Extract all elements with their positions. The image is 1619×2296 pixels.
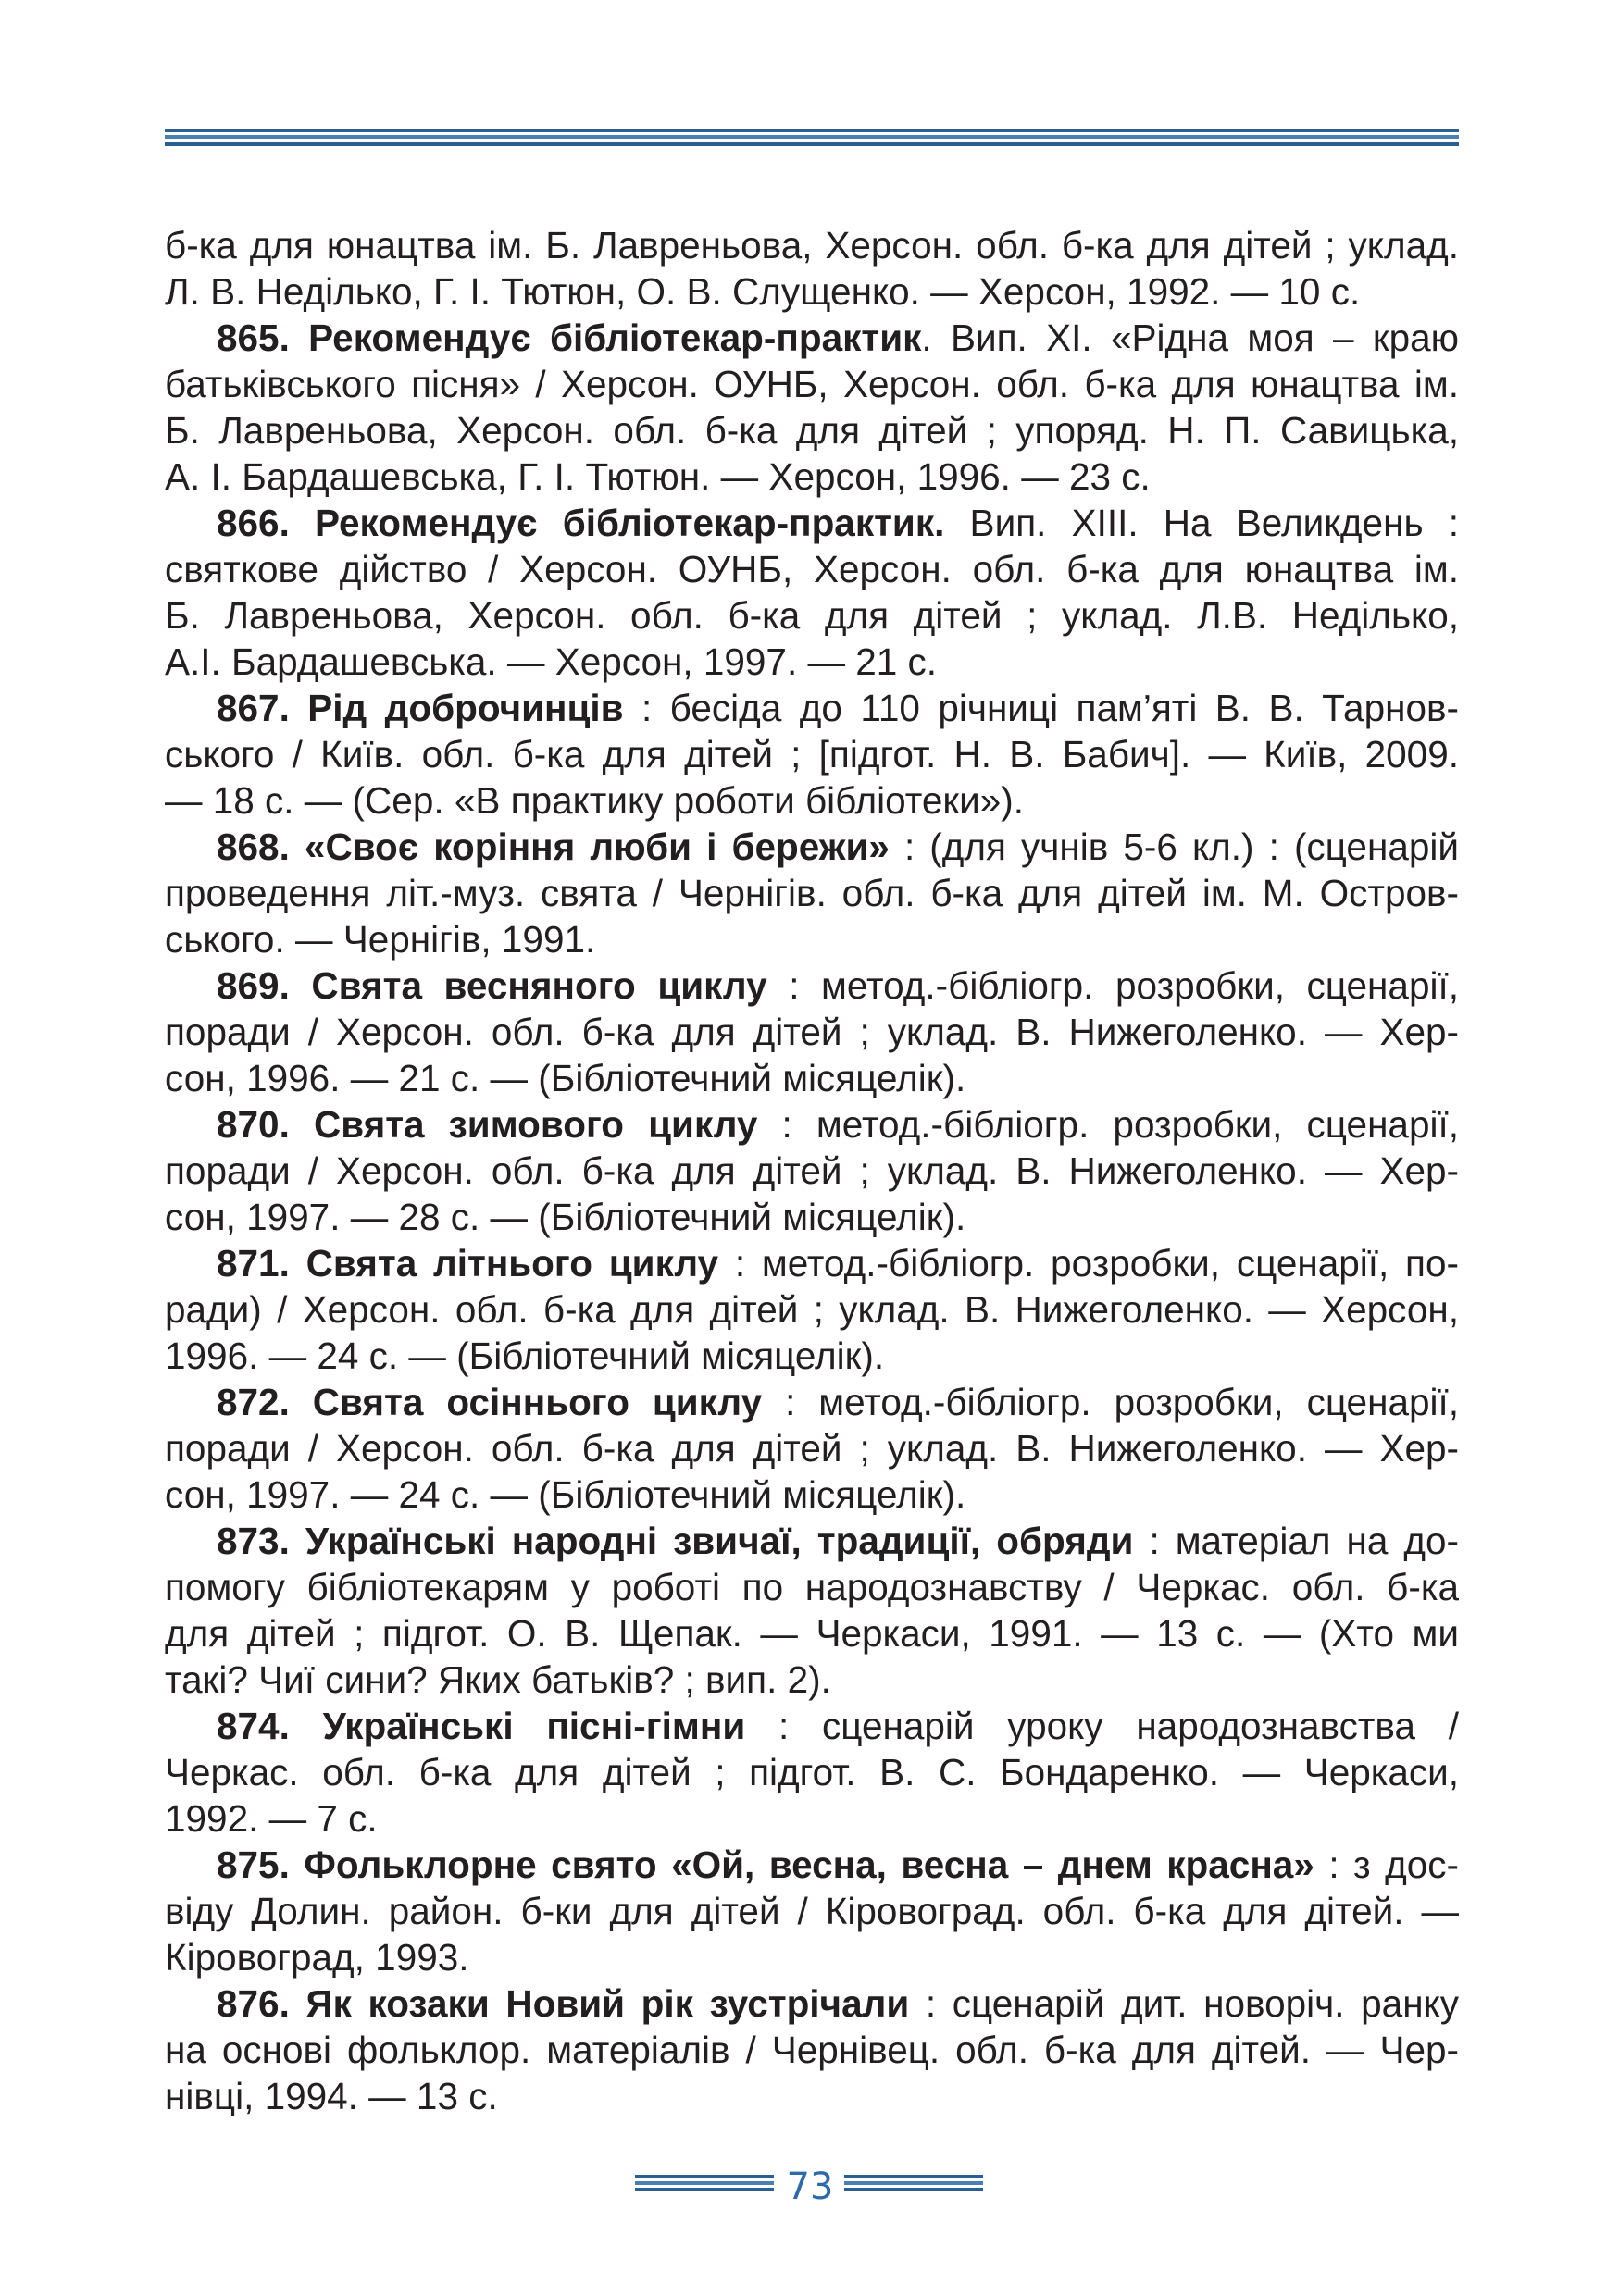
entry-line: Б. Лавреньова, Херсон. обл. б-ка для дітей ; уклад. Л.В. Неділько, (165, 594, 1459, 637)
footer-rule-right (844, 2175, 983, 2194)
entry-title: 872. Свята осіннього циклу (217, 1381, 763, 1423)
entry-title: 868. «Своє коріння люби і бережи» (217, 825, 890, 868)
entry-line: святкове дійство / Херсон. ОУНБ, Херсон. обл. б-ка для юнацтва ім. (165, 548, 1459, 590)
entry-line: А. І. Бардашевська, Г. І. Тютюн. — Херсон, 1996. — 23 с. (165, 455, 1151, 498)
entry-line: Кіровоград, 1993. (165, 1936, 469, 1979)
entry-title: 866. Рекомендує бібліотекар-практик. (217, 502, 945, 544)
entry-line: ського. — Чернігів, 1991. (165, 918, 596, 961)
entry-865: 865. Рекомендує бібліотекар-практик. Вип. XI. «Рідна моя – краю батьківського пісня» / Херсон. ОУНБ, Херсон. обл. б-ка для юнацтва ім. Б. Лавреньова, Херсон. обл. б-ка для дітей ; упоряд. Н. П. Савицька, А. І. Бардашевська, Г. І. Тютюн. — Херсон, 1996. — 23 с. (165, 316, 1459, 498)
entry-title: 875. Фольклорне свято «Ой, весна, весна – днем красна» (217, 1843, 1314, 1886)
entry-873: 873. Українські народні звичаї, традиції, обряди : матеріал на до- помогу бібліотекарям у роботі по народознавству / Черкас. обл. б-ка для дітей ; підгот. О. В. Щепак. — Черкаси, 1991. — 13 с. — (Хто ми такі? Чиї сини? Яких батьків? ; вип. 2). (165, 1520, 1459, 1701)
entry-line: А.І. Бардашевська. — Херсон, 1997. — 21 с. (165, 640, 938, 683)
bibliography-list (165, 222, 1459, 2119)
entry-869: 869. Свята весняного циклу : метод.-бібліогр. розробки, сценарії, поради / Херсон. обл. б-ка для дітей ; уклад. В. Нижеголенко. — Хер- сон, 1996. — 21 с. — (Бібліотечний місяцелік). (165, 964, 1459, 1099)
entry-title: 874. Українські пісні-гімни (217, 1705, 746, 1747)
page-footer (0, 2166, 1619, 2212)
entry-line: — 18 с. — (Сер. «В практику роботи бібліотеки»). (165, 779, 1024, 822)
entry-title: 869. Свята весняного циклу (217, 964, 767, 1007)
entry-871: 871. Свята літнього циклу : метод.-бібліогр. розробки, сценарії, по- ради) / Херсон. обл. б-ка для дітей ; уклад. В. Нижеголенко. — Херсон, 1996. — 24 с. — (Бібліотечний місяцелік). (165, 1242, 1459, 1377)
entry-line: поради / Херсон. обл. б-ка для дітей ; уклад. В. Нижеголенко. — Хер- (165, 1011, 1459, 1053)
entry-866: 866. Рекомендує бібліотекар-практик. Вип. XIII. На Великдень : святкове дійство / Херсон. ОУНБ, Херсон. обл. б-ка для юнацтва ім. Б. Лавреньова, Херсон. обл. б-ка для дітей ; уклад. Л.В. Неділько, А.І. Бардашевська. — Херсон, 1997. — 21 с. (165, 502, 1459, 683)
entry-title: 876. Як козаки Новий рік зустрічали (217, 1982, 910, 2025)
entry-line: б-ка для юнацтва ім. Б. Лавреньова, Херсон. обл. б-ка для дітей ; уклад. (165, 224, 1459, 267)
entry-870: 870. Свята зимового циклу : метод.-бібліогр. розробки, сценарії, поради / Херсон. обл. б-ка для дітей ; уклад. В. Нижеголенко. — Хер- сон, 1997. — 28 с. — (Бібліотечний місяцелік). (165, 1103, 1459, 1238)
entry-876: 876. Як козаки Новий рік зустрічали : сценарій дит. новоріч. ранку на основі фольклор. матеріалів / Чернівец. обл. б-ка для дітей. — Чер- нівці, 1994. — 13 с. (165, 1982, 1459, 2117)
page-number: 73 (786, 2166, 834, 2208)
entry-line: помогу бібліотекарям у роботі по народознавству / Черкас. обл. б-ка (165, 1566, 1459, 1608)
entry-title: 865. Рекомендує бібліотекар-практик (217, 316, 922, 359)
entry-875: 875. Фольклорне свято «Ой, весна, весна – днем красна» : з дос- віду Долин. район. б-ки для дітей / Кіровоград. обл. б-ка для дітей. — Кіровоград, 1993. (165, 1843, 1459, 1979)
entry-line: 1992. — 7 с. (165, 1797, 378, 1840)
entry-line: ського / Київ. обл. б-ка для дітей ; [підгот. Н. В. Бабич]. — Київ, 2009. (165, 733, 1459, 776)
entry-868: 868. «Своє коріння люби і бережи» : (для учнів 5-6 кл.) : (сценарій проведення літ.-муз. свята / Чернігів. обл. б-ка для дітей ім. М. Остров- ського. — Чернігів, 1991. (165, 825, 1459, 961)
entry-874: 874. Українські пісні-гімни : сценарій уроку народознавства / Черкас. обл. б-ка для дітей ; підгот. В. С. Бондаренко. — Черкаси, 1992. — 7 с. (165, 1705, 1459, 1840)
entry-line: Черкас. обл. б-ка для дітей ; підгот. В. С. Бондаренко. — Черкаси, (165, 1751, 1459, 1793)
entry-867: 867. Рід доброчинців : бесіда до 110 річниці пам’яті В. В. Тарнов- ського / Київ. обл. б-ка для дітей ; [підгот. Н. В. Бабич]. — Київ, 2009. — 18 с. — (Сер. «В практику роботи бібліотеки»). (165, 687, 1459, 822)
entry-line: на основі фольклор. матеріалів / Чернівец. обл. б-ка для дітей. — Чер- (165, 2029, 1459, 2071)
entry-line: поради / Херсон. обл. б-ка для дітей ; уклад. В. Нижеголенко. — Хер- (165, 1427, 1459, 1470)
entry-line: поради / Херсон. обл. б-ка для дітей ; уклад. В. Нижеголенко. — Хер- (165, 1149, 1459, 1192)
entry-line: віду Долин. район. б-ки для дітей / Кіровоград. обл. б-ка для дітей. — (165, 1890, 1459, 1932)
entry-line: батьківського пісня» / Херсон. ОУНБ, Херсон. обл. б-ка для юнацтва ім. (165, 363, 1459, 405)
entry-line: такі? Чиї сини? Яких батьків? ; вип. 2). (165, 1658, 831, 1701)
footer-rule-left (635, 2175, 774, 2194)
entry-872: 872. Свята осіннього циклу : метод.-бібліогр. розробки, сценарії, поради / Херсон. обл. б-ка для дітей ; уклад. В. Нижеголенко. — Хер- сон, 1997. — 24 с. — (Бібліотечний місяцелік). (165, 1381, 1459, 1516)
entry-line: сон, 1997. — 28 с. — (Бібліотечний місяцелік). (165, 1196, 966, 1238)
entry-title: 867. Рід доброчинців (217, 687, 624, 729)
entry-line: для дітей ; підгот. О. В. Щепак. — Черкаси, 1991. — 13 с. — (Хто ми (165, 1612, 1459, 1655)
entry-line: ради) / Херсон. обл. б-ка для дітей ; уклад. В. Нижеголенко. — Херсон, (165, 1288, 1459, 1331)
entry-title: 873. Українські народні звичаї, традиції, обряди (217, 1520, 1134, 1562)
entry-line: 1996. — 24 с. — (Бібліотечний місяцелік). (165, 1334, 885, 1377)
entry-title: 871. Свята літнього циклу (217, 1242, 719, 1285)
entry-line: проведення літ.-муз. свята / Чернігів. обл. б-ка для дітей ім. М. Остров- (165, 872, 1459, 914)
entry-line: Б. Лавреньова, Херсон. обл. б-ка для дітей ; упоряд. Н. П. Савицька, (165, 409, 1459, 452)
entry-line: сон, 1997. — 24 с. — (Бібліотечний місяцелік). (165, 1473, 966, 1516)
entry-line: Л. В. Неділько, Г. І. Тютюн, О. В. Слущенко. — Херсон, 1992. — 10 с. (165, 270, 1361, 313)
entry-title: 870. Свята зимового циклу (217, 1103, 758, 1146)
entry-line: нівці, 1994. — 13 с. (165, 2075, 498, 2117)
header-rule (165, 129, 1459, 149)
entry-line: сон, 1996. — 21 с. — (Бібліотечний місяцелік). (165, 1057, 966, 1099)
